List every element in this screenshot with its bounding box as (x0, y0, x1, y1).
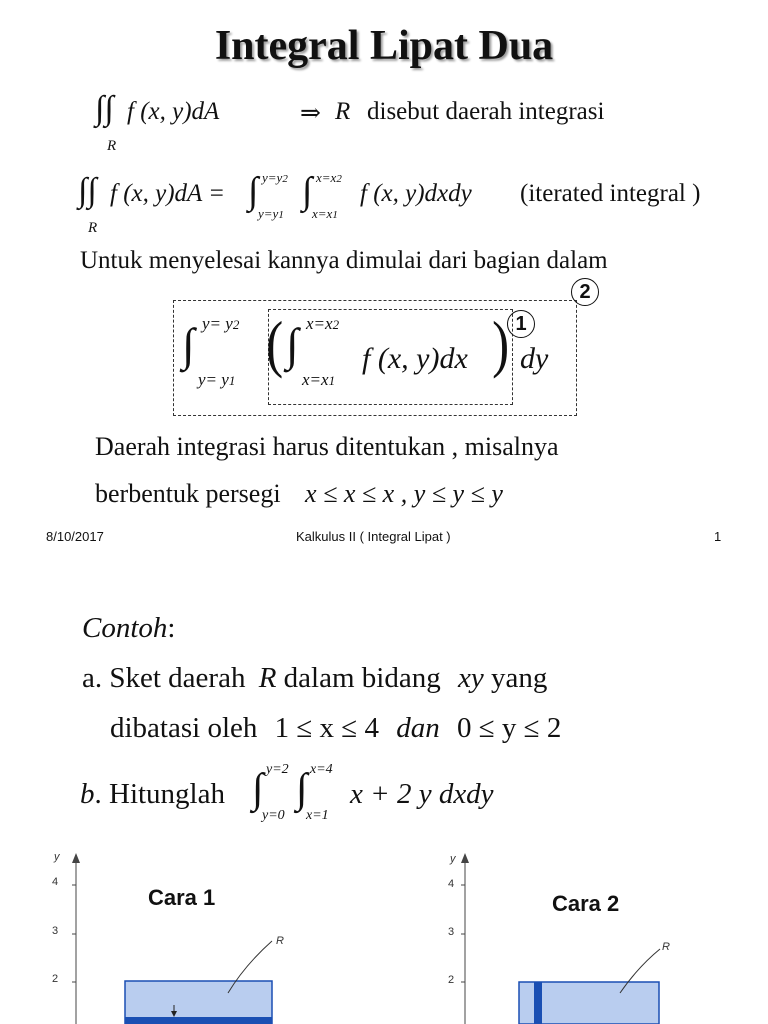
region-text-2 (95, 479, 503, 509)
inner-upper-limit: x=4 (310, 762, 333, 777)
region-symbol: R (258, 662, 277, 694)
slide-title: Integral Lipat Dua (214, 23, 554, 69)
right-paren: ) (492, 308, 510, 379)
inner-integral-sign: ∫ (286, 319, 299, 370)
outer-upper-limit: y=y2 (262, 170, 288, 185)
outer-integral-sign: ∫ (182, 319, 195, 370)
horizontal-strip (125, 1017, 272, 1024)
step-1-marker: 1 (507, 310, 535, 338)
region-symbol: R (88, 220, 98, 236)
tick-label-3: 3 (448, 926, 455, 938)
region-text-1: Daerah integrasi harus ditentukan , misalnya (95, 432, 559, 461)
tick-label-2: 2 (52, 973, 59, 985)
contoh-heading (82, 612, 175, 645)
method-1-label: Cara 1 (148, 885, 216, 910)
exercise-b-label: b. Hitunglah (80, 778, 225, 810)
outer-lower-limit: y=0 (262, 808, 285, 823)
region-label: R (662, 941, 670, 953)
outer-lower-limit: y= y1 (198, 370, 236, 389)
method-2-label: Cara 2 (552, 891, 620, 916)
exercise-b (80, 762, 600, 832)
region-symbol: R (107, 138, 117, 154)
tick-label-2: 2 (448, 974, 455, 986)
rhs-integrand: f (x, y)dxdy (360, 180, 472, 207)
exercise-b-integrand: x + 2 y dxdy (350, 778, 494, 810)
inner-upper-limit: x=x2 (306, 314, 340, 333)
boxed-iterated-integral (180, 308, 570, 408)
rectangle-inequality: x ≤ x ≤ x , y ≤ y ≤ y (305, 479, 503, 508)
graph-cara-1 (40, 845, 360, 1024)
tick-label-4: 4 (448, 878, 455, 890)
inner-lower-limit: x=x1 (302, 370, 336, 389)
outer-upper-limit: y= y2 (202, 314, 240, 333)
region-label: R (276, 935, 284, 947)
outer-lower-limit: y=y1 (258, 206, 284, 221)
iterated-integral-note: (iterated integral ) (520, 180, 701, 207)
instruction-text: Untuk menyelesai kannya dimulai dari bagian dalam (80, 247, 608, 274)
y-axis-arrow-icon (72, 853, 80, 863)
double-integral-sign: ∫∫ (78, 172, 97, 209)
footer-date: 8/10/2017 (46, 529, 104, 544)
outer-integral-sign: ∫ (248, 170, 259, 212)
tick-label-3: 3 (52, 925, 59, 937)
footer-course: Kalkulus II ( Integral Lipat ) (296, 529, 451, 544)
inner-integrand: f (x, y)dx (362, 342, 468, 375)
plane-symbol: xy (457, 662, 484, 694)
graph-cara-2-canvas (430, 845, 750, 1024)
double-integral-definition (95, 92, 735, 162)
inner-integral-sign: ∫ (302, 170, 313, 212)
inner-lower-limit: x=x1 (312, 206, 338, 221)
y-axis-label: y (450, 853, 456, 865)
conjunction: dan (396, 712, 440, 744)
vertical-strip (534, 982, 542, 1024)
region-description: disebut daerah integrasi (367, 98, 605, 125)
lhs-integrand: f (x, y)dA = (110, 180, 225, 207)
integrand: f (x, y)dA (127, 98, 220, 125)
exercise-a-bounds-label: dibatasi oleh (110, 712, 258, 744)
contoh-colon: : (167, 612, 176, 644)
double-integral-sign: ∫∫ (95, 90, 114, 127)
exercise-a-text: dalam bidang (283, 662, 441, 694)
contoh-label: Contoh (82, 612, 168, 644)
inner-lower-limit: x=1 (306, 808, 329, 823)
outer-integral-sign: ∫ (252, 766, 264, 812)
tick-label-4: 4 (52, 876, 59, 888)
graph-cara-2 (430, 845, 750, 1024)
x-bounds: 1 ≤ x ≤ 4 (274, 712, 379, 744)
y-bounds: 0 ≤ y ≤ 2 (456, 712, 562, 744)
graph-cara-1-canvas (40, 845, 360, 1024)
region-label: R (335, 98, 351, 125)
y-axis-label: y (54, 851, 60, 863)
left-paren: ( (266, 308, 284, 379)
exercise-a-line1 (82, 662, 547, 695)
iterated-integral-formula (78, 170, 758, 240)
footer-page: 1 (714, 529, 722, 544)
region-text-2-label: berbentuk persegi (95, 479, 281, 508)
y-axis-arrow-icon (461, 853, 469, 863)
outer-differential: dy (520, 342, 549, 375)
inner-upper-limit: x=x2 (316, 170, 342, 185)
inner-integral-sign: ∫ (296, 766, 308, 812)
implies-arrow: ⇒ (300, 100, 321, 127)
step-2-marker: 2 (571, 278, 599, 306)
outer-upper-limit: y=2 (266, 762, 289, 777)
exercise-a-line2 (110, 712, 561, 745)
exercise-a-label: a. Sket daerah (82, 662, 246, 694)
exercise-a-end: yang (490, 662, 548, 694)
